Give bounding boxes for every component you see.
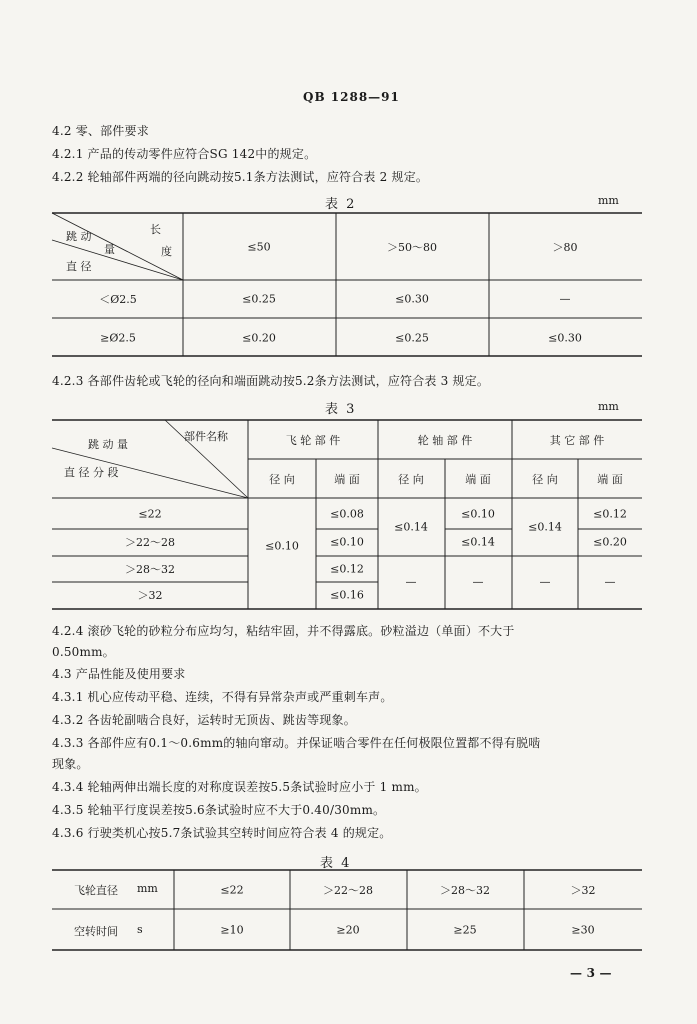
- t4-r1-c4: ＞32: [570, 884, 596, 897]
- t4-row-2-unit: s: [137, 923, 143, 936]
- t3-sub-4: 端 面: [465, 473, 491, 486]
- t4-r1-c2: ＞22～28: [323, 884, 373, 897]
- t2-r2-c2: ≤0.25: [395, 331, 429, 345]
- t2-row-2-label: ≥Ø2.5: [100, 331, 136, 345]
- t3-flywheel-face-4: ≤0.16: [330, 588, 364, 602]
- t3-row-2-label: ＞22～28: [125, 536, 175, 549]
- table-2-unit: mm: [598, 194, 619, 207]
- t3-sub-1: 径 向: [269, 473, 295, 486]
- section-4-2-2: 4.2.2 轮轴部件两端的径向跳动按5.1条方法测试，应符合表 2 规定。: [52, 170, 429, 184]
- t3-dash-3: —: [539, 575, 551, 589]
- section-4-2-3: 4.2.3 各部件齿轮或飞轮的径向和端面跳动按5.2条方法测试，应符合表 3 规定。: [52, 374, 490, 388]
- t3-other-face-2: ≤0.20: [593, 535, 627, 549]
- t4-r2-c4: ≥30: [571, 923, 595, 937]
- t2-col-2: ＞50～80: [387, 241, 437, 254]
- standard-number: QB 1288—91: [303, 90, 400, 104]
- t4-row-1-label: 飞轮直径: [74, 884, 118, 897]
- t3-axle-face-1: ≤0.10: [461, 507, 495, 521]
- section-4-3-5: 4.3.5 轮轴平行度误差按5.6条试验时应不大于0.40/30mm。: [52, 803, 386, 817]
- t2-col-3: ＞80: [552, 241, 578, 254]
- t2-r1-c1: ≤0.25: [242, 292, 276, 306]
- t4-r2-c3: ≥25: [453, 923, 477, 937]
- t3-sub-6: 端 面: [597, 473, 623, 486]
- t3-dash-1: —: [405, 575, 417, 589]
- t2-r1-c2: ≤0.30: [395, 292, 429, 306]
- section-4-2-4-line-2: 0.50mm。: [52, 645, 115, 659]
- section-4-3-3-line-1: 4.3.3 各部件应有0.1～0.6mm的轴向窜动。并保证啮合零件在任何极限位置都不得有脱啮: [52, 736, 541, 750]
- t3-dash-4: —: [604, 575, 616, 589]
- t2-corner-length: 长: [150, 223, 161, 236]
- t3-flywheel-face-1: ≤0.08: [330, 507, 364, 521]
- t3-flywheel-face-2: ≤0.10: [330, 535, 364, 549]
- t2-row-1-label: ＜Ø2.5: [99, 293, 137, 306]
- t3-group-flywheel: 飞 轮 部 件: [285, 434, 341, 447]
- section-4-3-6: 4.3.6 行驶类机心按5.7条试验其空转时间应符合表 4 的规定。: [52, 826, 392, 840]
- t3-sub-2: 端 面: [334, 473, 360, 486]
- t4-r2-c1: ≥10: [220, 923, 244, 937]
- section-4-3: 4.3 产品性能及使用要求: [52, 667, 186, 681]
- t3-corner-parts: 部件名称: [184, 430, 228, 443]
- t2-r2-c1: ≤0.20: [242, 331, 276, 345]
- t2-corner-jump: 跳 动: [66, 230, 92, 243]
- t3-corner-diameter: 直 径 分 段: [64, 466, 119, 479]
- t2-corner-amount: 量: [104, 243, 115, 256]
- t3-sub-5: 径 向: [532, 473, 558, 486]
- t4-row-1-unit: mm: [137, 882, 158, 895]
- table-2-caption: 表 2: [325, 197, 357, 212]
- table-3-unit: mm: [598, 400, 619, 413]
- t3-sub-3: 径 向: [398, 473, 424, 486]
- t3-row-4-label: ＞32: [137, 589, 163, 602]
- t4-r2-c2: ≥20: [336, 923, 360, 937]
- t4-r1-c1: ≤22: [220, 883, 244, 897]
- section-4-2: 4.2 零、部件要求: [52, 124, 149, 138]
- t3-other-face-1: ≤0.12: [593, 507, 627, 521]
- section-4-2-4-line-1: 4.2.4 滚砂飞轮的砂粒分布应均匀，粘结牢固，并不得露底。砂粒溢边（单面）不大于: [52, 624, 515, 638]
- t2-col-1: ≤50: [247, 240, 271, 254]
- t2-r2-c3: ≤0.30: [548, 331, 582, 345]
- t3-flywheel-face-3: ≤0.12: [330, 562, 364, 576]
- section-4-3-4: 4.3.4 轮轴两伸出端长度的对称度误差按5.5条试验时应小于 1 mm。: [52, 780, 427, 794]
- table-4-caption: 表 4: [320, 856, 352, 871]
- t4-r1-c3: ＞28～32: [440, 884, 490, 897]
- t2-corner-diameter: 直 径: [66, 260, 92, 273]
- section-4-3-3-line-2: 现象。: [52, 757, 89, 771]
- t3-group-other: 其 它 部 件: [549, 434, 605, 447]
- section-4-3-1: 4.3.1 机心应传动平稳、连续，不得有异常杂声或严重刺车声。: [52, 690, 393, 704]
- t3-row-3-label: ＞28～32: [125, 563, 175, 576]
- t3-axle-face-2: ≤0.14: [461, 535, 495, 549]
- table-3-caption: 表 3: [325, 402, 357, 417]
- t3-axle-radial: ≤0.14: [394, 520, 428, 534]
- t3-dash-2: —: [472, 575, 484, 589]
- t2-corner-degree: 度: [161, 245, 172, 258]
- t4-row-2-label: 空转时间: [74, 925, 118, 938]
- t2-r1-c3: —: [559, 292, 571, 306]
- t3-flywheel-radial: ≤0.10: [265, 539, 299, 553]
- t3-group-axle: 轮 轴 部 件: [417, 434, 473, 447]
- t3-row-1-label: ≤22: [138, 507, 162, 521]
- t3-corner-jump: 跳 动 量: [88, 438, 128, 451]
- section-4-2-1: 4.2.1 产品的传动零件应符合SG 142中的规定。: [52, 147, 317, 161]
- page-number: — 3 —: [570, 966, 612, 980]
- section-4-3-2: 4.3.2 各齿轮副啮合良好，运转时无顶齿、跳齿等现象。: [52, 713, 356, 727]
- t3-other-radial: ≤0.14: [528, 520, 562, 534]
